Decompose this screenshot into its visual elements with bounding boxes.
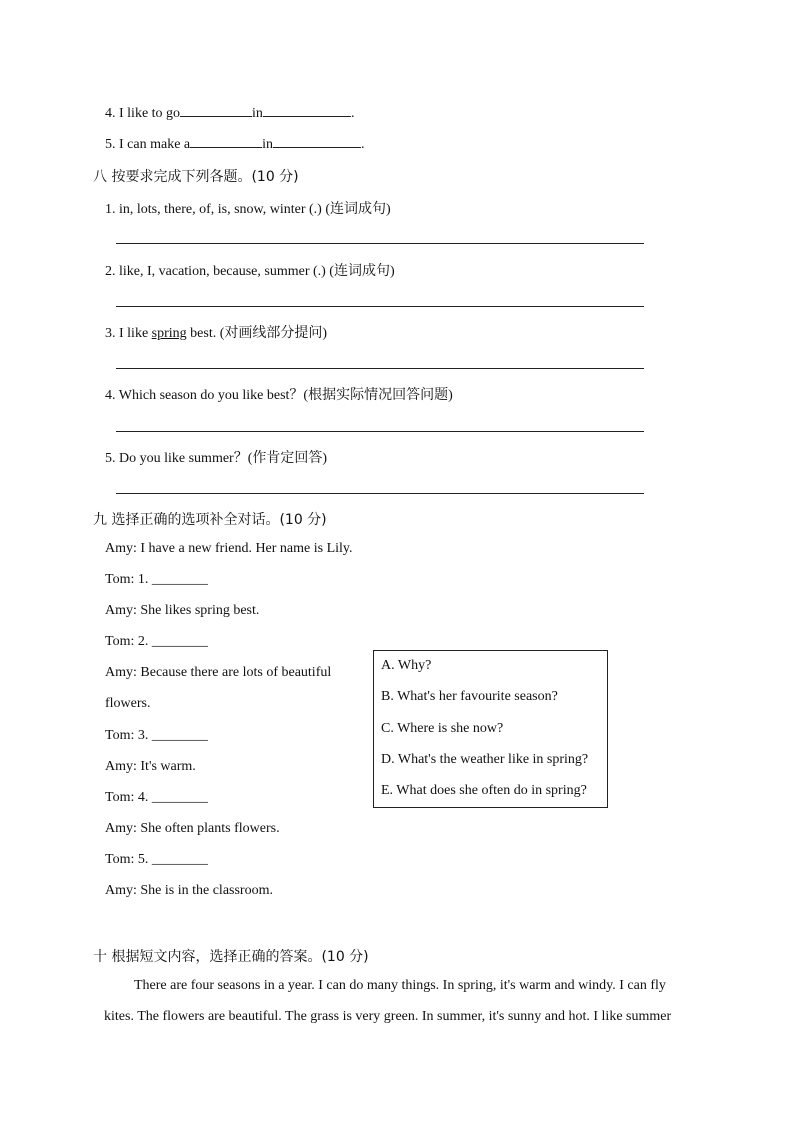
- fill-text: I like to go: [119, 106, 181, 121]
- section-9-title: 九 选择正确的选项补全对话。(10 分): [93, 512, 327, 528]
- dialogue-line: Amy: She often plants flowers.: [105, 821, 280, 836]
- item-text: best. (对画线部分提问): [186, 326, 328, 341]
- item-number: 4.: [105, 106, 116, 121]
- period: .: [350, 106, 355, 121]
- dialogue-line: Tom: 4. ________: [105, 790, 208, 805]
- dialogue-line: Amy: She likes spring best.: [105, 603, 260, 618]
- dialogue-line: Tom: 5. ________: [105, 852, 208, 867]
- dialogue-line: Tom: 1. ________: [105, 572, 208, 587]
- dialogue-line: flowers.: [105, 696, 151, 711]
- dialogue-line: Amy: It's warm.: [105, 759, 196, 774]
- item-text: like, I, vacation, because, summer (.) (连词成句): [119, 264, 395, 279]
- fill-text: in: [262, 137, 274, 152]
- option-b[interactable]: B. What's her favourite season?: [381, 689, 558, 704]
- period: .: [361, 137, 365, 152]
- dialogue-line: Tom: 3. ________: [105, 728, 208, 743]
- fill-text: I can make a: [119, 137, 191, 152]
- dialogue-line: Amy: She is in the classroom.: [105, 883, 273, 898]
- answer-line[interactable]: [116, 306, 644, 307]
- option-e[interactable]: E. What does she often do in spring?: [381, 783, 587, 798]
- s8-item-5: [105, 447, 327, 467]
- section-8-title: 八 按要求完成下列各题。(10 分): [93, 169, 299, 185]
- dialogue-line: Tom: 2. ________: [105, 634, 208, 649]
- dialogue-line: Amy: I have a new friend. Her name is Lily.: [105, 541, 353, 556]
- item-number: 2.: [105, 264, 116, 279]
- answer-blank[interactable]: [263, 104, 351, 117]
- fill-line-4: [105, 104, 354, 122]
- item-number: 5.: [105, 137, 116, 152]
- answer-line[interactable]: [116, 493, 644, 494]
- answer-line[interactable]: [116, 431, 644, 432]
- option-a[interactable]: A. Why?: [381, 658, 432, 673]
- answer-blank[interactable]: [273, 135, 361, 148]
- dialogue-line: Amy: Because there are lots of beautiful: [105, 665, 332, 680]
- s8-item-4: [105, 384, 453, 404]
- item-text: in, lots, there, of, is, snow, winter (.) (连词成句): [119, 202, 391, 217]
- option-d[interactable]: D. What's the weather like in spring?: [381, 752, 589, 767]
- section-10-title: 十 根据短文内容，选择正确的答案。(10 分): [93, 949, 369, 965]
- item-text: Which season do you like best？(根据实际情况回答问题): [118, 388, 453, 403]
- s8-item-1: [105, 198, 391, 218]
- item-number: 5.: [105, 451, 116, 466]
- item-text: Do you like summer？(作肯定回答): [119, 451, 328, 466]
- answer-line[interactable]: [116, 368, 644, 369]
- s8-item-2: [105, 260, 395, 280]
- passage-line: There are four seasons in a year. I can do many things. In spring, it's warm and windy. I can fly: [134, 978, 666, 993]
- answer-blank[interactable]: [190, 135, 262, 148]
- fill-line-5: [105, 135, 365, 153]
- item-text: I like: [119, 326, 152, 341]
- answer-blank[interactable]: [180, 104, 252, 117]
- passage-line: kites. The flowers are beautiful. The grass is very green. In summer, it's sunny and hot. I like summer: [104, 1009, 672, 1024]
- option-c[interactable]: C. Where is she now?: [381, 721, 504, 736]
- answer-line[interactable]: [116, 243, 644, 244]
- item-number: 3.: [105, 326, 116, 341]
- item-number: 4.: [105, 388, 116, 403]
- underlined-word: spring: [151, 326, 187, 341]
- s8-item-3: [105, 322, 327, 342]
- fill-text: in: [252, 106, 263, 121]
- item-number: 1.: [105, 202, 116, 217]
